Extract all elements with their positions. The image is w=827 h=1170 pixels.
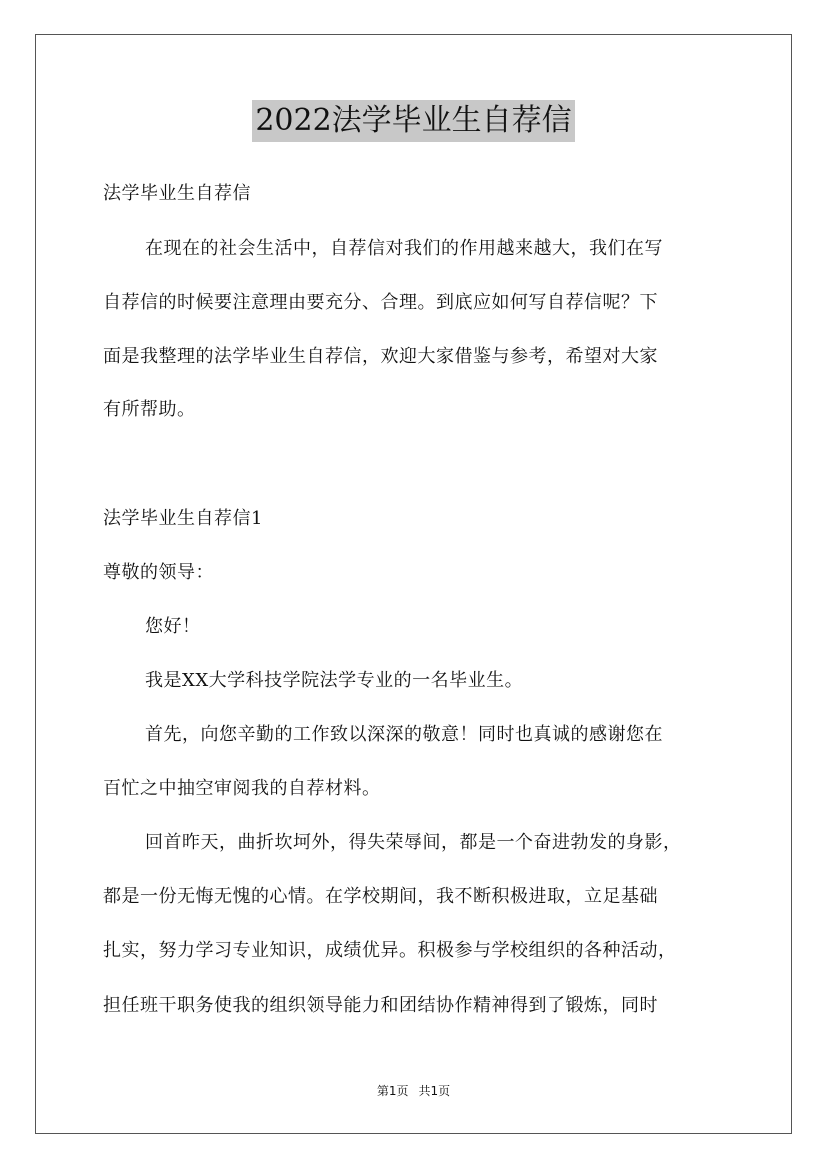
page-total: 共1页 bbox=[418, 1084, 451, 1098]
paragraph-line: 回首昨天，曲折坎坷外，得失荣辱间，都是一个奋进勃发的身影， bbox=[145, 832, 682, 853]
paragraph-line: 都是一份无悔无愧的心情。在学校期间，我不断积极进取，立足基础 bbox=[103, 886, 658, 907]
salutation: 尊敬的领导： bbox=[103, 562, 214, 583]
title-container bbox=[0, 100, 827, 142]
paragraph-line: 自荐信的时候要注意理由要充分、合理。到底应如何写自荐信呢？下 bbox=[103, 292, 658, 313]
letter-heading: 法学毕业生自荐信1 bbox=[103, 508, 263, 529]
paragraph-line: 在现在的社会生活中，自荐信对我们的作用越来越大，我们在写 bbox=[145, 238, 663, 259]
paragraph-line: 我是XX大学科技学院法学专业的一名毕业生。 bbox=[145, 670, 524, 691]
section-heading: 法学毕业生自荐信 bbox=[103, 183, 251, 204]
greeting: 您好！ bbox=[145, 616, 201, 637]
document-title: 2022法学毕业生自荐信 bbox=[252, 100, 574, 142]
paragraph-line: 面是我整理的法学毕业生自荐信，欢迎大家借鉴与参考，希望对大家 bbox=[103, 346, 658, 367]
paragraph-line: 百忙之中抽空审阅我的自荐材料。 bbox=[103, 778, 381, 799]
paragraph-line: 有所帮助。 bbox=[103, 399, 196, 420]
paragraph-line: 扎实，努力学习专业知识，成绩优异。积极参与学校组织的各种活动， bbox=[103, 940, 677, 961]
page-footer bbox=[0, 1083, 827, 1099]
paragraph-line: 担任班干职务使我的组织领导能力和团结协作精神得到了锻炼，同时 bbox=[103, 995, 658, 1016]
paragraph-line: 首先，向您辛勤的工作致以深深的敬意！同时也真诚的感谢您在 bbox=[145, 724, 663, 745]
page-number: 第1页 bbox=[376, 1084, 409, 1098]
